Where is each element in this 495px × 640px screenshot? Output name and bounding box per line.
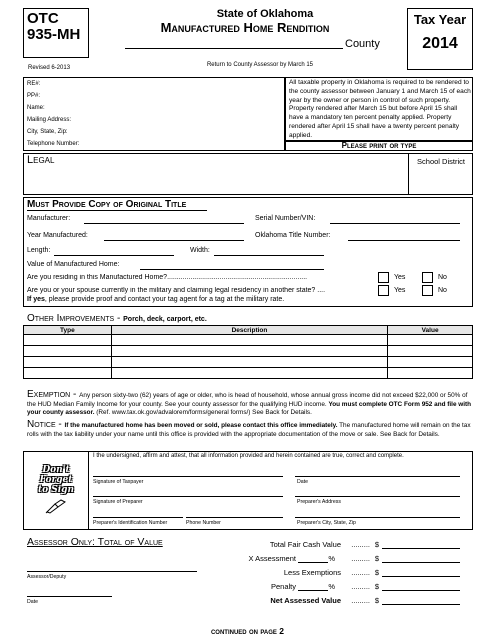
length-field[interactable] xyxy=(54,255,174,256)
improvements-table xyxy=(23,325,473,379)
residing-yes-checkbox[interactable] xyxy=(378,272,389,283)
improvements-description-cell[interactable] xyxy=(111,368,387,379)
taxpayer-date-field[interactable] xyxy=(295,476,460,477)
improvements-sub: Porch, deck, carport, etc. xyxy=(123,316,207,323)
id-field-label: PP#: xyxy=(27,93,41,99)
pen-hand-icon xyxy=(45,498,67,514)
school-district-divider xyxy=(408,153,409,195)
improvements-description-cell[interactable] xyxy=(111,335,387,346)
improvements-description-cell[interactable] xyxy=(111,346,387,357)
notice-block xyxy=(27,421,473,439)
badge-line2: to Sign xyxy=(37,485,75,495)
form-code-line2: 935-MH xyxy=(27,26,81,43)
assessor-value-field[interactable] xyxy=(382,539,460,549)
improvements-value-cell[interactable] xyxy=(388,368,473,379)
dont-forget-badge xyxy=(28,465,84,516)
military-yes-checkbox[interactable] xyxy=(378,285,389,296)
military-note-text: , please provide proof and contact your tag agent for a tag at the military rate. xyxy=(44,296,285,303)
assessor-value-field[interactable] xyxy=(382,553,460,563)
preparer-signature-field[interactable] xyxy=(93,496,283,497)
assessor-row xyxy=(240,539,473,551)
exemption-text2: (Ref. www.tax.ok.gov/advalorem/forms/general forms/) See Back for Details. xyxy=(94,409,312,417)
id-field-input[interactable] xyxy=(100,116,280,126)
improvements-row xyxy=(24,357,473,368)
notice-bold: If the manufactured home has been moved or sold, please contact this office immediately. xyxy=(64,422,338,429)
military-no-label: No xyxy=(438,287,447,294)
exemption-text1: Any person sixty-two (62) years of age or older, who is head of household, whose annual gross income did not exceed $22,000 or 50% of the HUD Median Family Income for your county. See your county assessor for the qualifying HUD income. xyxy=(27,392,468,408)
manufacturer-label: Manufacturer: xyxy=(27,215,71,222)
military-yes-label: Yes xyxy=(394,287,406,294)
id-field-label: RE#: xyxy=(27,81,41,87)
improvements-heading-row xyxy=(27,313,207,324)
residing-no-label: No xyxy=(438,274,447,281)
id-field-input[interactable] xyxy=(100,140,280,150)
assessor-dollar-sign: $ xyxy=(374,596,379,605)
tax-year: 2014 xyxy=(422,35,458,52)
phone-label: Phone Number xyxy=(186,520,221,526)
exemption-block xyxy=(27,391,473,418)
assessor-row xyxy=(240,581,473,593)
signature-divider xyxy=(88,451,89,530)
assessor-value-field[interactable] xyxy=(382,567,460,577)
military-note xyxy=(27,296,284,303)
improvements-type-cell[interactable] xyxy=(24,335,112,346)
preparer-signature-label: Signature of Preparer xyxy=(93,499,143,505)
preparer-address-field[interactable] xyxy=(295,496,460,497)
improvements-row xyxy=(24,346,473,357)
serial-field[interactable] xyxy=(330,223,460,224)
return-note: Return to County Assessor by March 15 xyxy=(206,62,314,68)
improvements-row xyxy=(24,368,473,379)
assessor-row-label: Less Exemptions xyxy=(283,568,341,577)
year-field[interactable] xyxy=(104,240,244,241)
assessor-row-label: X Assessment xyxy=(248,554,296,563)
assessor-dollar-sign: $ xyxy=(374,568,379,577)
military-no-checkbox[interactable] xyxy=(422,285,433,296)
improvements-type-cell[interactable] xyxy=(24,368,112,379)
manufacturer-field[interactable] xyxy=(84,223,244,224)
improvements-col-type: Type xyxy=(24,326,112,335)
title-heading: Must Provide Copy of Original Title xyxy=(27,199,187,210)
preparer-id-label: Preparer's Identification Number xyxy=(93,520,168,526)
width-field[interactable] xyxy=(214,255,324,256)
tax-year-label: Tax Year xyxy=(413,12,467,27)
assessor-row-label: Penalty xyxy=(270,582,296,591)
legal-description-area[interactable] xyxy=(24,168,404,194)
id-field-input[interactable] xyxy=(100,92,280,102)
value-field[interactable] xyxy=(140,269,324,270)
ok-title-label: Oklahoma Title Number: xyxy=(255,232,331,239)
military-question: Are you or your spouse currently in the military and claiming legal residency in another state? .... xyxy=(27,287,326,294)
assessor-date-label: Date xyxy=(27,599,38,605)
year-label: Year Manufactured: xyxy=(27,232,88,239)
rendition-notice: All taxable property in Oklahoma is required to be rendered to the county assessor between January 1 and March 15 of each year by the owner or person in control of such property. Property rendered after March 15 but before April 15 shall have a mandatory ten percent penalty applied. Property rendered after April 15 shall have a twenty percent penalty applied. xyxy=(289,79,471,139)
assessor-percent-field[interactable] xyxy=(298,581,328,591)
taxpayer-date-label: Date xyxy=(297,479,308,485)
id-field-input[interactable] xyxy=(100,80,280,90)
improvements-value-cell[interactable] xyxy=(388,357,473,368)
residing-yes-label: Yes xyxy=(394,274,406,281)
assessor-row-dots: ......... xyxy=(351,582,370,591)
assessor-row xyxy=(240,553,473,565)
notice-heading: Notice - xyxy=(27,419,65,430)
form-title: Manufactured Home Rendition xyxy=(160,20,330,35)
assessor-value-field[interactable] xyxy=(382,595,460,605)
id-field-label: Mailing Address: xyxy=(27,117,72,123)
improvements-row xyxy=(24,335,473,346)
assessor-value-field[interactable] xyxy=(382,581,460,591)
taxpayer-signature-field[interactable] xyxy=(93,476,283,477)
id-field-input[interactable] xyxy=(100,128,280,138)
assessor-deputy-field[interactable] xyxy=(27,571,197,572)
assessor-dollar-sign: $ xyxy=(374,554,379,563)
signature-box xyxy=(23,451,473,530)
improvements-description-cell[interactable] xyxy=(111,357,387,368)
form-code-line1: OTC xyxy=(27,10,59,27)
assessor-deputy-label: Assessor/Deputy xyxy=(27,574,67,580)
assessor-dollar-sign: $ xyxy=(374,582,379,591)
length-label: Length: xyxy=(27,247,51,254)
improvements-col-description: Description xyxy=(111,326,387,335)
notice-text: The manufactured home will remain on the tax rolls with the tax liability under your name until this office is provided with the appropriate documentation of the move or sale. See Back for Details. xyxy=(27,422,471,438)
width-label: Width: xyxy=(190,247,210,254)
title-heading-underline xyxy=(27,210,207,211)
id-field-label: City, State, Zip: xyxy=(27,129,68,135)
assessor-row-dots: ......... xyxy=(351,596,370,605)
residing-no-checkbox[interactable] xyxy=(422,272,433,283)
value-label: Value of Manufactured Home: xyxy=(27,261,120,268)
assessor-percent-sign: % xyxy=(328,582,335,591)
improvements-value-cell[interactable] xyxy=(388,335,473,346)
id-field-label: Name: xyxy=(27,105,45,111)
assessor-date-field[interactable] xyxy=(27,596,112,597)
state-title: State of Oklahoma xyxy=(216,8,314,20)
badge-line1: Don't Forget xyxy=(39,465,73,485)
print-note: Please print or type xyxy=(341,141,417,150)
exemption-heading: Exemption - xyxy=(27,389,80,400)
improvements-col-value: Value xyxy=(388,326,473,335)
assessor-heading: Assessor Only: Total of Value xyxy=(27,536,163,548)
ok-title-field[interactable] xyxy=(348,240,460,241)
assessor-row-label: Total Fair Cash Value xyxy=(269,540,341,549)
continued-footer: continued on page 2 xyxy=(210,626,285,636)
improvements-type-cell[interactable] xyxy=(24,346,112,357)
residing-question: Are you residing in this Manufactured Home?........................................................................ xyxy=(27,274,308,281)
legal-label: Legal xyxy=(27,154,55,166)
county-label: County xyxy=(345,38,380,50)
preparer-city-label: Preparer's City, State, Zip xyxy=(297,520,356,526)
improvements-type-cell[interactable] xyxy=(24,357,112,368)
assessor-row-label: Net Assessed Value xyxy=(270,596,341,605)
taxpayer-signature-label: Signature of Taxpayer xyxy=(93,479,144,485)
assessor-percent-sign: % xyxy=(328,554,335,563)
assessor-row xyxy=(240,567,473,579)
county-line[interactable] xyxy=(125,48,343,49)
assessor-row-dots: ......... xyxy=(351,568,370,577)
phone-field[interactable] xyxy=(186,517,283,518)
assessor-percent-field[interactable] xyxy=(298,553,328,563)
serial-label: Serial Number/VIN: xyxy=(255,215,316,222)
assessor-dollar-sign: $ xyxy=(374,540,379,549)
preparer-address-label: Preparer's Address xyxy=(297,499,341,505)
improvements-value-cell[interactable] xyxy=(388,346,473,357)
id-field-label: Telephone Number: xyxy=(27,141,80,147)
improvements-heading: Other Improvements - xyxy=(27,313,124,324)
preparer-id-field[interactable] xyxy=(93,517,183,518)
id-field-input[interactable] xyxy=(100,104,280,114)
exemption-text-bold: You must complete OTC Form 952 and file with your county assessor. xyxy=(27,400,472,417)
preparer-city-field[interactable] xyxy=(295,517,460,518)
affirm-text: I the undersigned, affirm and attest, that all information provided and herein contained are true, correct and complete. xyxy=(93,453,404,459)
school-district-label: School District xyxy=(417,157,465,166)
military-note-bold: If yes xyxy=(27,296,45,303)
assessor-row-dots: ......... xyxy=(351,554,370,563)
assessor-row-dots: ......... xyxy=(351,540,370,549)
revised-date: Revised 6-2013 xyxy=(28,65,71,71)
assessor-row xyxy=(240,595,473,607)
